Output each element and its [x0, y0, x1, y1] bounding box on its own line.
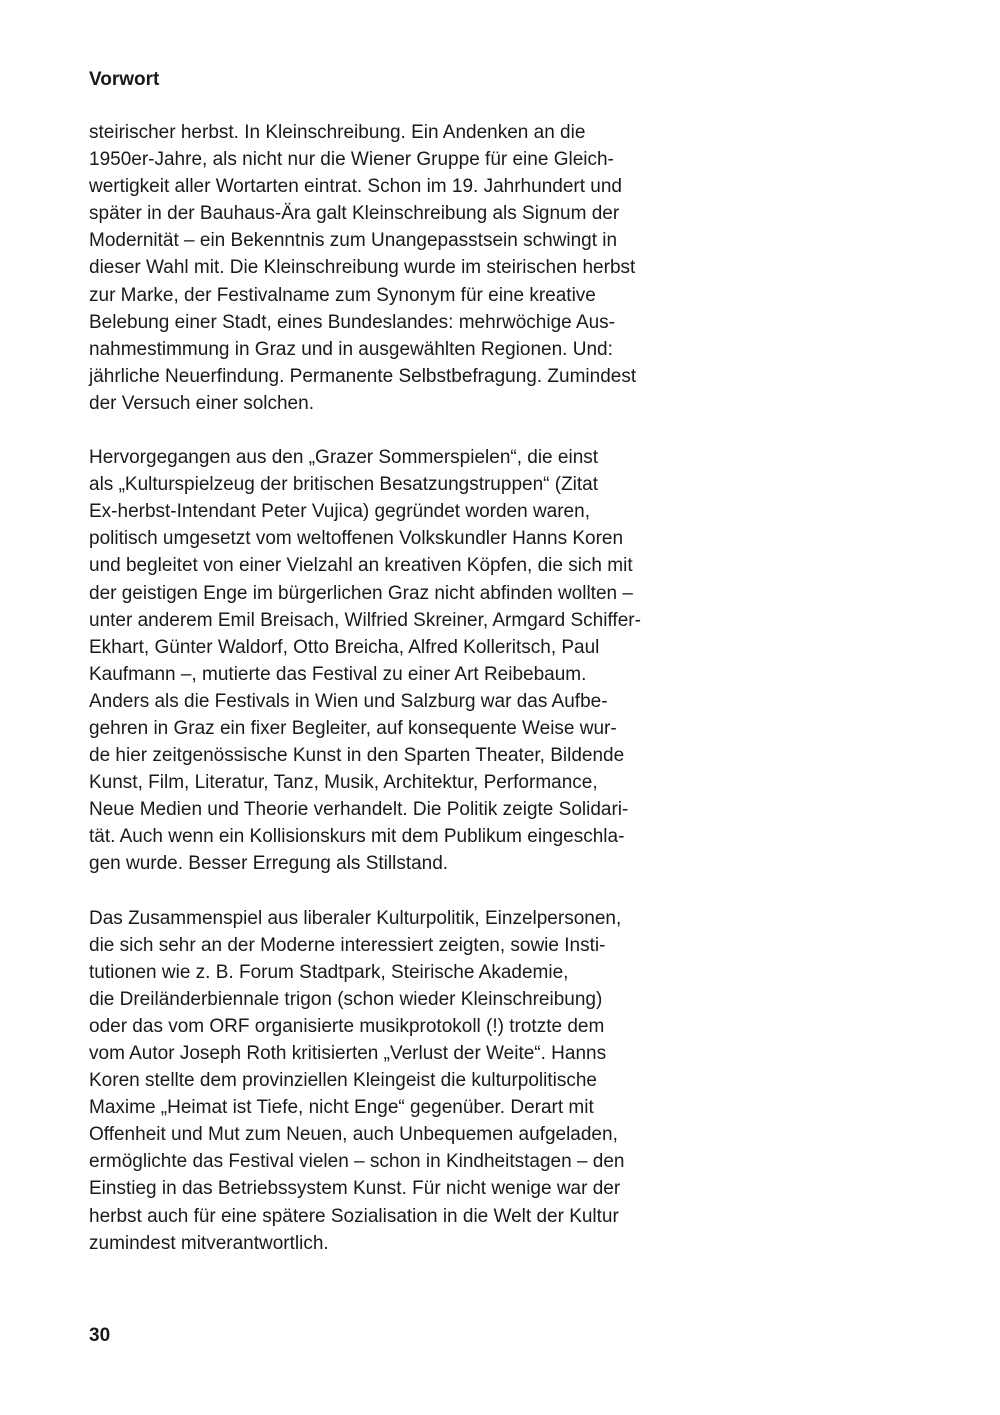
text-line: dieser Wahl mit. Die Kleinschreibung wurde im steirischen herbst — [89, 257, 636, 279]
paragraph-1 — [89, 119, 729, 417]
text-line: Maxime „Heimat ist Tiefe, nicht Enge“ gegenüber. Derart mit — [89, 1097, 594, 1119]
text-line: der geistigen Enge im bürgerlichen Graz nicht abfinden wollten – — [89, 582, 633, 604]
text-line: und begleitet von einer Vielzahl an kreativen Köpfen, die sich mit — [89, 555, 633, 577]
text-line: Belebung einer Stadt, eines Bundeslandes: mehrwöchige Aus- — [89, 311, 616, 333]
text-line: jährliche Neuerfindung. Permanente Selbstbefragung. Zumindest — [89, 365, 637, 387]
text-line: Hervorgegangen aus den „Grazer Sommerspielen“, die einst — [89, 447, 599, 469]
text-line: gen wurde. Besser Erregung als Stillstand. — [89, 853, 449, 875]
text-line: Offenheit und Mut zum Neuen, auch Unbequemen aufgeladen, — [89, 1124, 618, 1146]
text-line: zur Marke, der Festivalname zum Synonym für eine kreative — [89, 284, 596, 306]
body-text — [89, 119, 729, 1284]
text-line: der Versuch einer solchen. — [89, 392, 314, 414]
text-line: politisch umgesetzt vom weltoffenen Volkskundler Hanns Koren — [89, 528, 624, 550]
text-line: ermöglichte das Festival vielen – schon in Kindheitstagen – den — [89, 1151, 625, 1173]
text-line: unter anderem Emil Breisach, Wilfried Skreiner, Armgard Schiffer- — [89, 609, 641, 631]
paragraph-2 — [89, 444, 729, 878]
text-line: Koren stellte dem provinziellen Kleingeist die kulturpolitische — [89, 1070, 597, 1092]
text-line: tät. Auch wenn ein Kollisionskurs mit dem Publikum eingeschla- — [89, 826, 625, 848]
text-line: Neue Medien und Theorie verhandelt. Die Politik zeigte Solidari- — [89, 799, 629, 821]
text-line: tutionen wie z. B. Forum Stadtpark, Steirische Akademie, — [89, 961, 569, 983]
text-line: Kunst, Film, Literatur, Tanz, Musik, Architektur, Performance, — [89, 772, 598, 794]
paragraph-3 — [89, 905, 729, 1257]
text-line: de hier zeitgenössische Kunst in den Sparten Theater, Bildende — [89, 745, 625, 767]
text-line: die sich sehr an der Moderne interessiert zeigten, sowie Insti- — [89, 934, 606, 956]
text-line: oder das vom ORF organisierte musikprotokoll (!) trotzte dem — [89, 1015, 605, 1037]
text-line: zumindest mitverantwortlich. — [89, 1232, 329, 1254]
text-line: als „Kulturspielzeug der britischen Besatzungstruppen“ (Zitat — [89, 474, 599, 496]
text-line: vom Autor Joseph Roth kritisierten „Verlust der Weite“. Hanns — [89, 1043, 607, 1064]
text-line: später in der Bauhaus-Ära galt Kleinschreibung als Signum der — [89, 203, 620, 225]
text-line: Modernität – ein Bekenntnis zum Unangepasstsein schwingt in — [89, 230, 618, 252]
page-number: 30 — [89, 1325, 111, 1346]
text-line: Anders als die Festivals in Wien und Salzburg war das Aufbe- — [89, 690, 608, 712]
text-line: gehren in Graz ein fixer Begleiter, auf konsequente Weise wur- — [89, 717, 617, 739]
text-line: Ex-herbst-Intendant Peter Vujica) gegründet worden waren, — [89, 501, 590, 523]
page-title: Vorwort — [89, 69, 160, 90]
text-line: Das Zusammenspiel aus liberaler Kulturpolitik, Einzelpersonen, — [89, 907, 622, 929]
text-line: Einstieg in das Betriebssystem Kunst. Für nicht wenige war der — [89, 1178, 621, 1200]
text-line: steirischer herbst. In Kleinschreibung. Ein Andenken an die — [89, 122, 586, 143]
text-line: die Dreiländerbiennale trigon (schon wieder Kleinschreibung) — [89, 988, 603, 1010]
text-line: herbst auch für eine spätere Sozialisation in die Welt der Kultur — [89, 1205, 619, 1227]
text-line: 1950er-Jahre, als nicht nur die Wiener Gruppe für eine Gleich- — [89, 149, 614, 171]
text-line: Ekhart, Günter Waldorf, Otto Breicha, Alfred Kolleritsch, Paul — [89, 636, 600, 658]
text-line: wertigkeit aller Wortarten eintrat. Schon im 19. Jahrhundert und — [89, 176, 622, 198]
text-line: nahmestimmung in Graz und in ausgewählten Regionen. Und: — [89, 338, 613, 360]
text-line: Kaufmann –, mutierte das Festival zu einer Art Reibebaum. — [89, 663, 587, 685]
